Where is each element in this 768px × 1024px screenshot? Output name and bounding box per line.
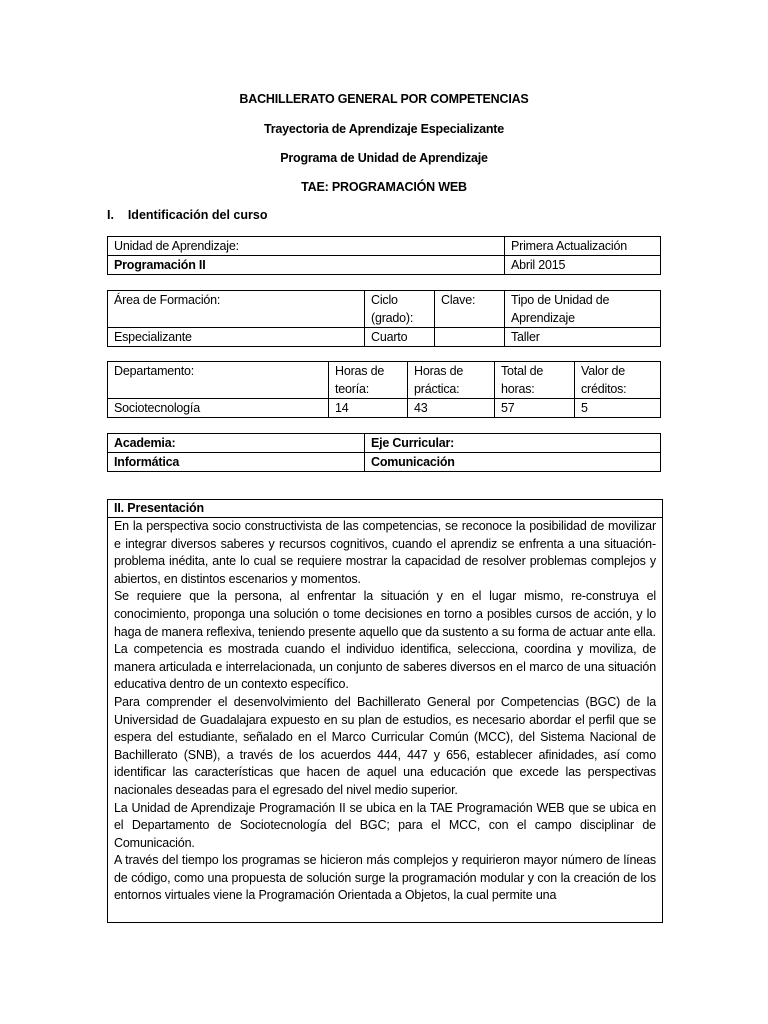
cell-unidad-value: Programación II: [108, 256, 505, 275]
table-academia: [107, 433, 661, 472]
cell-tipo-label: Tipo de Unidad de Aprendizaje: [505, 291, 661, 328]
cell-total-label: Total de horas:: [495, 362, 575, 399]
paragraph: Para comprender el desenvolvimiento del Bachillerato General por Competencias (BGC) de la Universidad de Guadalajara expuesto en su plan de estudios, es necesario abordar el perfil que se espera del estudiante, señalado en el Marco Curricular Común (MCC), del Sistema Nacional de Bachillerato (SNB), a través de los acuerdos 444, 447 y 656, establecer afinidades, así como identificar las características que hacen de aquel una educación que excede las perspectivas nacionales deseadas para el egresado del nivel medio superior.: [114, 694, 656, 797]
table-unidad: [107, 236, 661, 275]
cell-departamento-label: Departamento:: [108, 362, 329, 399]
cell-departamento-value: Sociotecnología: [108, 399, 329, 418]
table-row: [108, 399, 661, 418]
table-area: [107, 290, 661, 347]
cell-clave-label: Clave:: [435, 291, 505, 328]
section-1-title: I. Identificación del curso: [107, 208, 268, 222]
table-row: [108, 328, 661, 347]
presentacion-body: [108, 518, 662, 922]
cell-academia-label: Academia:: [108, 434, 365, 453]
cell-tipo-value: Taller: [505, 328, 661, 347]
header-line-4: TAE: PROGRAMACIÓN WEB: [301, 180, 467, 194]
table-row: [108, 237, 661, 256]
table-departamento: [107, 361, 661, 418]
paragraph: Se requiere que la persona, al enfrentar la situación y en el lugar mismo, re-construya el conocimiento, proponga una solución o tome decisiones en torno a posibles cursos de acción, y lo haga de manera reflexiva, teniendo presente aquello que da sustento a su forma de actuar ante ella.: [114, 589, 656, 639]
cell-ciclo-value: Cuarto: [365, 328, 435, 347]
cell-area-value: Especializante: [108, 328, 365, 347]
table-row: [108, 362, 661, 399]
cell-eje-value: Comunicación: [365, 453, 661, 472]
cell-valor-value: 5: [575, 399, 661, 418]
cell-actualizacion-value: Abril 2015: [505, 256, 661, 275]
paragraph: La competencia es mostrada cuando el individuo identifica, selecciona, coordina y moviliza, de manera articulada e interrelacionada, un conjunto de saberes diversos en el marco de una situación educativa dentro de un contexto específico.: [114, 642, 656, 692]
cell-ciclo-label: Ciclo (grado):: [365, 291, 435, 328]
table-row: [108, 291, 661, 328]
presentacion-title: II. Presentación: [108, 500, 662, 518]
paragraph: La Unidad de Aprendizaje Programación II se ubica en la TAE Programación WEB que se ubica en el Departamento de Sociotecnología del BGC; para el MCC, con el campo disciplinar de Comunicación.: [114, 800, 656, 850]
cell-practica-value: 43: [408, 399, 495, 418]
paragraph: En la perspectiva socio constructivista de las competencias, se reconoce la posibilidad de movilizar e integrar diversos saberes y recursos cognitivos, cuando el aprendiz se enfrenta a una situación-problema inédita, ante lo cual se requiere mostrar la capacidad de resolver problemas complejos y abiertos, en distintos escenarios y momentos.: [114, 519, 656, 586]
cell-academia-value: Informática: [108, 453, 365, 472]
table-row: [108, 434, 661, 453]
cell-clave-value: [435, 328, 505, 347]
cell-total-value: 57: [495, 399, 575, 418]
cell-area-label: Área de Formación:: [108, 291, 365, 328]
cell-actualizacion-label: Primera Actualización: [505, 237, 661, 256]
cell-teoria-value: 14: [329, 399, 408, 418]
cell-eje-label: Eje Curricular:: [365, 434, 661, 453]
cell-valor-label: Valor de créditos:: [575, 362, 661, 399]
cell-teoria-label: Horas de teoría:: [329, 362, 408, 399]
presentacion-box: [107, 499, 663, 923]
header-line-1: BACHILLERATO GENERAL POR COMPETENCIAS: [239, 92, 529, 106]
table-row: [108, 453, 661, 472]
table-row: [108, 256, 661, 275]
cell-practica-label: Horas de práctica:: [408, 362, 495, 399]
paragraph: A través del tiempo los programas se hicieron más complejos y requirieron mayor número de líneas de código, como una propuesta de solución surge la programación modular y con la creación de los entornos virtuales viene la Programación Orientada a Objetos, la cual permite una: [114, 853, 656, 903]
cell-unidad-label: Unidad de Aprendizaje:: [108, 237, 505, 256]
header-line-2: Trayectoria de Aprendizaje Especializante: [263, 122, 505, 136]
header-line-3: Programa de Unidad de Aprendizaje: [280, 151, 488, 165]
